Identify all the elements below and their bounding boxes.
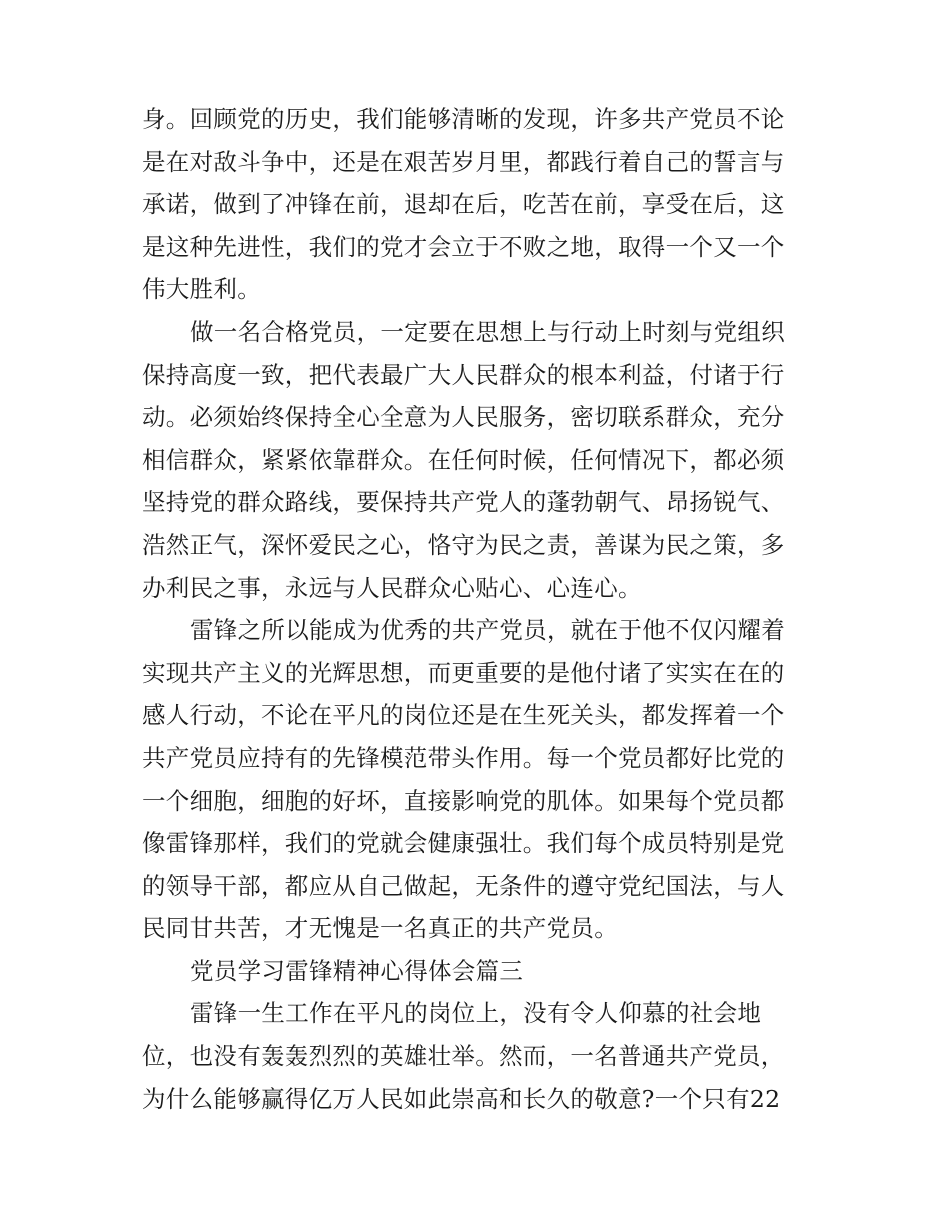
text-line: 民同甘共苦，才无愧是一名真正的共产党员。: [142, 914, 618, 943]
text-line: 党员学习雷锋精神心得体会篇三: [190, 956, 524, 985]
text-line: 为什么能够赢得亿万人民如此崇高和长久的敬意?一个只有22: [142, 1084, 781, 1113]
text-line: 伟大胜利。: [142, 275, 261, 304]
text-line: 位，也没有轰轰烈烈的英雄壮举。然而，一名普通共产党员，: [142, 1042, 785, 1071]
text-line: 坚持党的群众路线，要保持共产党人的蓬勃朝气、昂扬锐气、: [142, 488, 785, 517]
document-body: [142, 98, 812, 1120]
text-line: 共产党员应持有的先锋模范带头作用。每一个党员都好比党的: [142, 743, 785, 772]
text-line: 感人行动，不论在平凡的岗位还是在生死关头，都发挥着一个: [142, 701, 785, 730]
text-line: 实现共产主义的光辉思想，而更重要的是他付诸了实实在在的: [142, 658, 785, 687]
text-line: 身。回顾党的历史，我们能够清晰的发现，许多共产党员不论: [142, 105, 785, 133]
text-line: 办利民之事，永远与人民群众心贴心、心连心。: [142, 573, 642, 602]
text-line: 动。必须始终保持全心全意为人民服务，密切联系群众，充分: [142, 403, 785, 432]
text-line: 是在对敌斗争中，还是在艰苦岁月里，都践行着自己的誓言与: [142, 147, 785, 176]
text-line: 雷锋之所以能成为优秀的共产党员，就在于他不仅闪耀着: [190, 616, 785, 645]
text-line: 雷锋一生工作在平凡的岗位上，没有令人仰慕的社会地: [190, 999, 762, 1028]
text-line: 保持高度一致，把代表最广大人民群众的根本利益，付诸于行: [142, 360, 785, 389]
text-line: 是这种先进性，我们的党才会立于不败之地，取得一个又一个: [142, 232, 785, 261]
text-line: 像雷锋那样，我们的党就会健康强壮。我们每个成员特别是党: [142, 829, 785, 858]
text-line: 相信群众，紧紧依靠群众。在任何时候，任何情况下，都必须: [142, 445, 785, 474]
text-line: 浩然正气，深怀爱民之心，恪守为民之责，善谋为民之策，多: [142, 530, 785, 559]
text-line: 一个细胞，细胞的好坏，直接影响党的肌体。如果每个党员都: [142, 786, 785, 815]
text-line: 承诺，做到了冲锋在前，退却在后，吃苦在前，享受在后，这: [142, 190, 785, 219]
text-line: 做一名合格党员，一定要在思想上与行动上时刻与党组织: [190, 317, 785, 346]
text-line: 的领导干部，都应从自己做起，无条件的遵守党纪国法，与人: [142, 871, 785, 900]
